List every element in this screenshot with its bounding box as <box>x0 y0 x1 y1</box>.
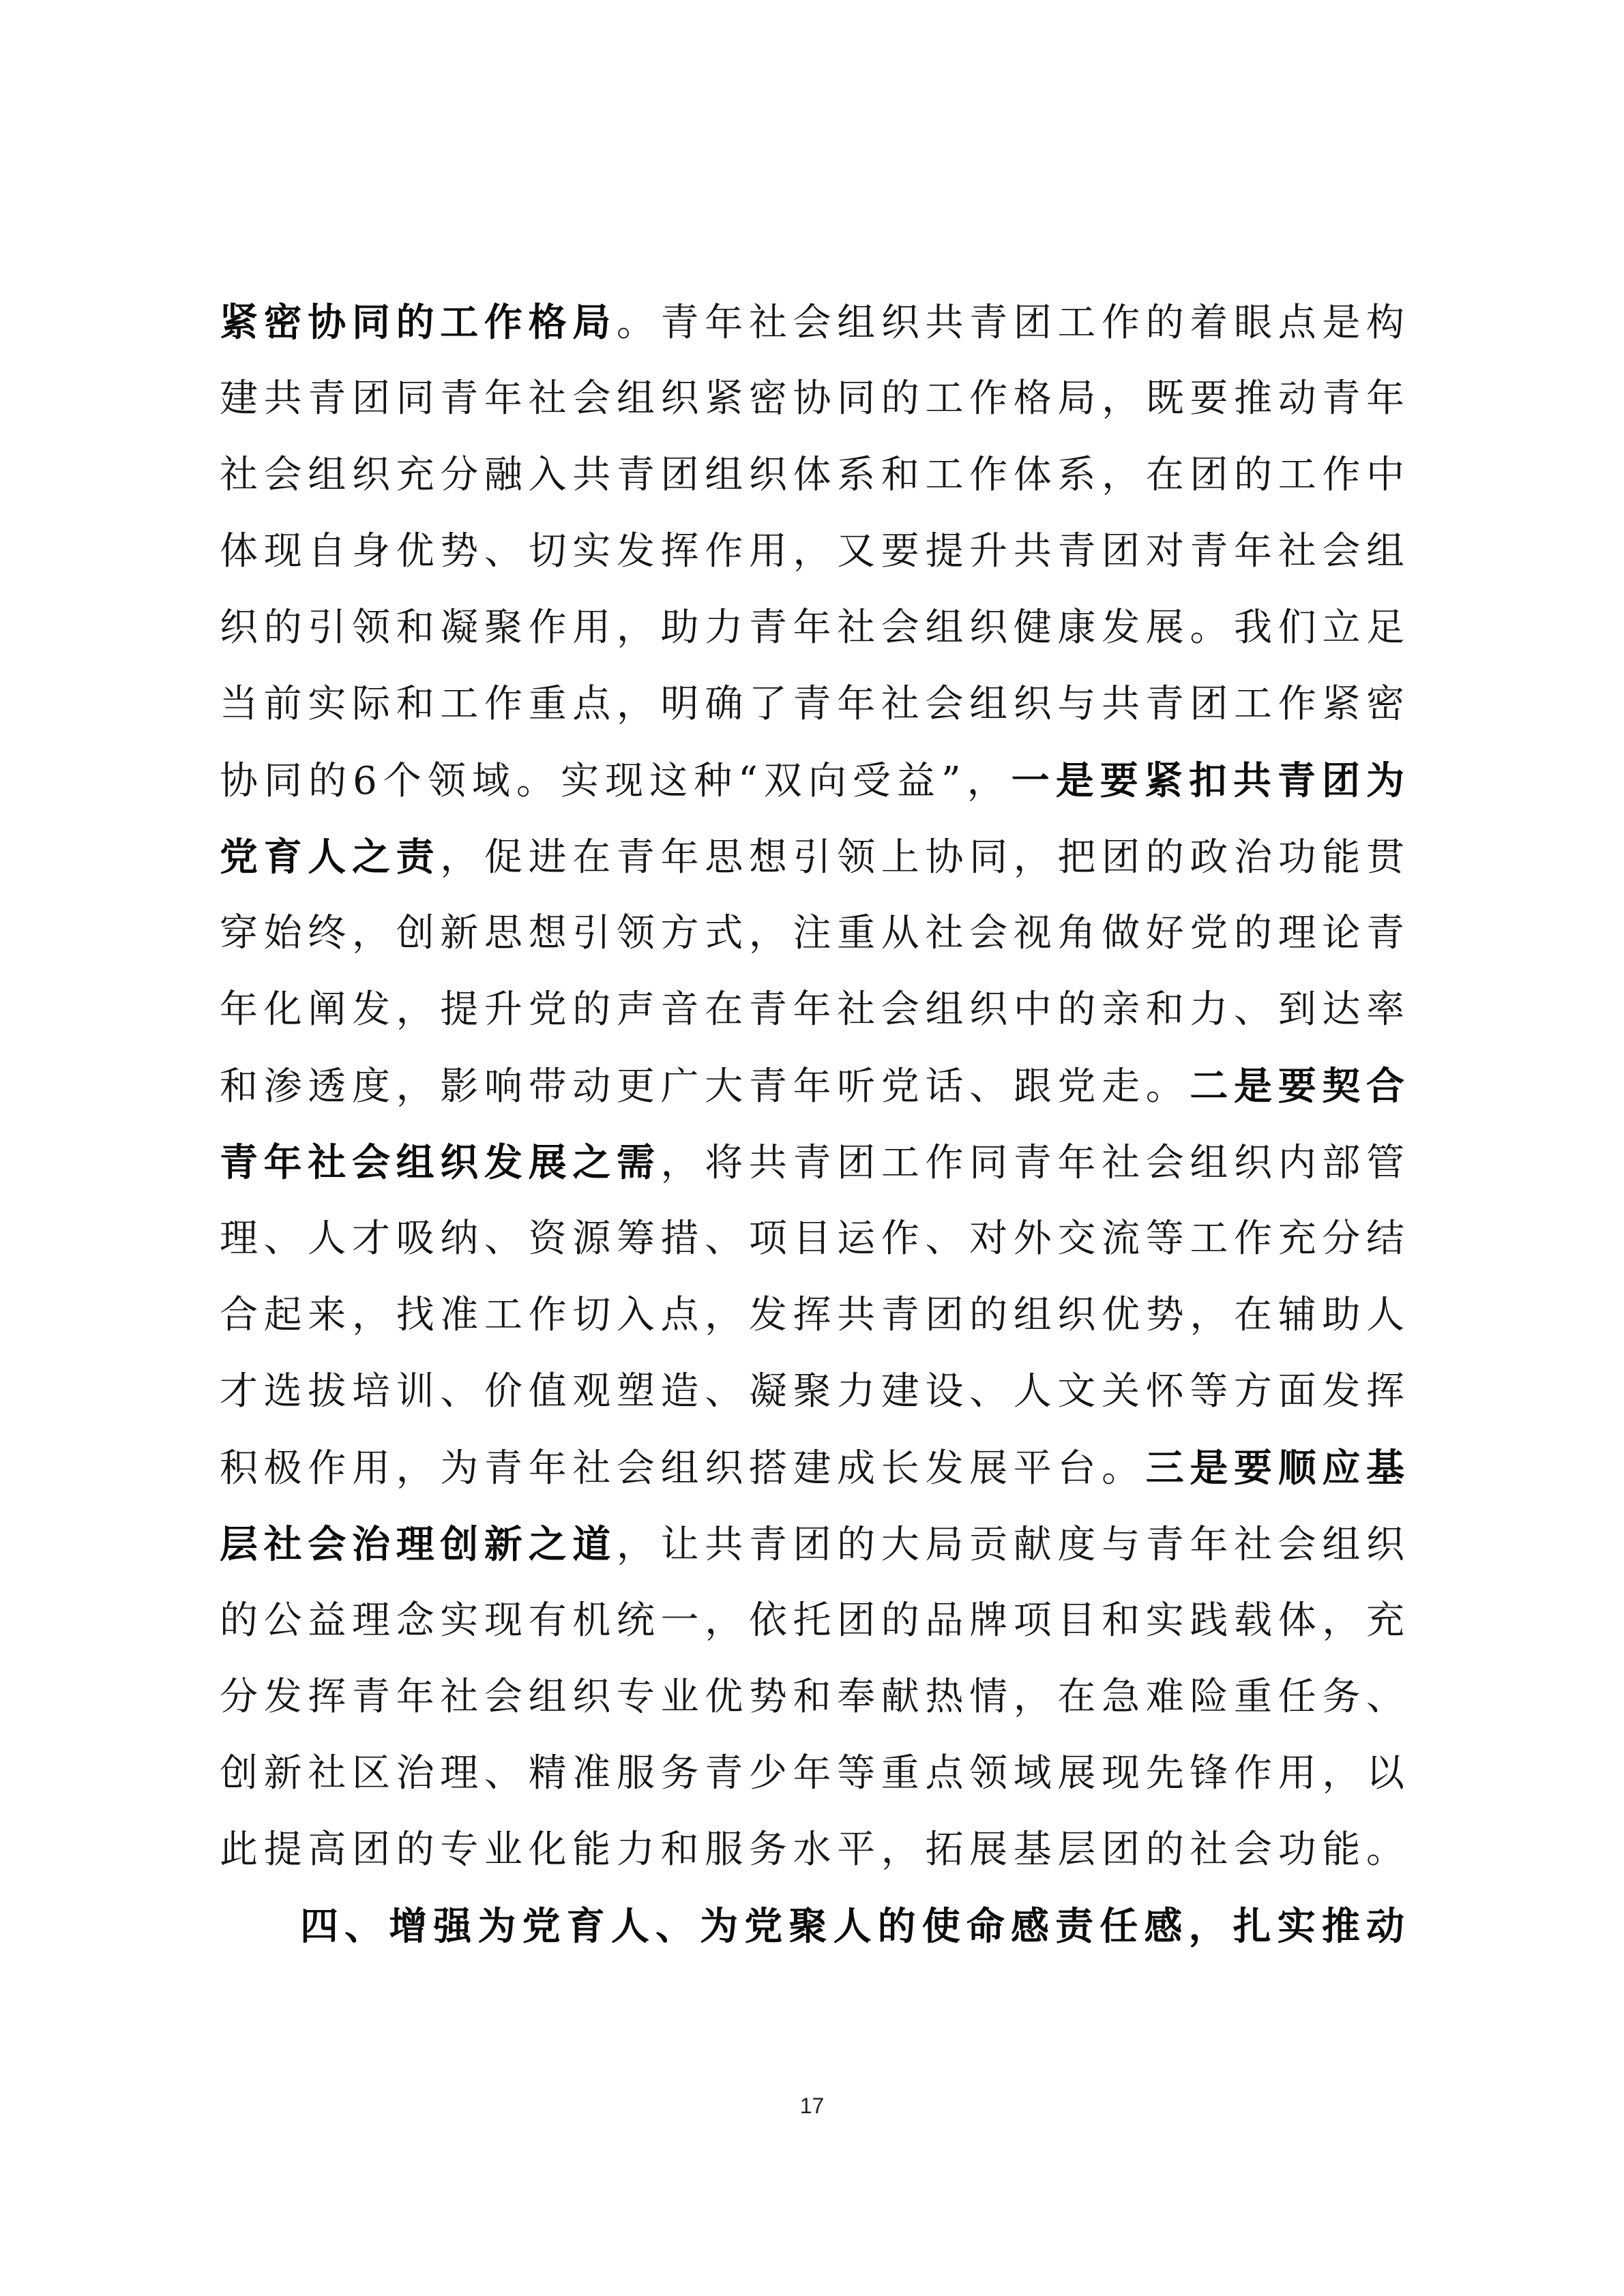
text-line <box>220 1354 1404 1430</box>
text-line <box>220 284 1404 361</box>
text-line <box>220 437 1404 513</box>
text-segment: 创新社区治理、精准服务青少年等重点领域展现先锋作用，以 <box>220 1751 1404 1795</box>
bold-text: 二是要契合 <box>1190 1064 1404 1109</box>
text-segment: 的公益理念实现有机统一，依托团的品牌项目和实践载体，充 <box>220 1598 1404 1643</box>
text-line <box>220 1430 1404 1506</box>
text-line <box>220 1201 1404 1277</box>
text-segment: 建共青团同青年社会组织紧密协同的工作格局，既要推动青年 <box>220 376 1404 421</box>
text-line <box>220 1812 1404 1888</box>
text-segment: 。青年社会组织共青团工作的着眼点是构 <box>616 301 1404 345</box>
bold-text: 三是要顺应基 <box>1145 1446 1404 1491</box>
text-segment: 积极作用，为青年社会组织搭建成长发展平台。 <box>220 1446 1146 1491</box>
bold-text: 青年社会组织发展之需 <box>220 1140 661 1185</box>
text-segment: 年化阐发，提升党的声音在青年社会组织中的亲和力、到达率 <box>220 987 1404 1032</box>
text-segment: 分发挥青年社会组织专业优势和奉献热情，在急难险重任务、 <box>220 1675 1404 1719</box>
text-segment: 理、人才吸纳、资源筹措、项目运作、对外交流等工作充分结 <box>220 1217 1404 1261</box>
text-line <box>220 1735 1404 1812</box>
text-line <box>220 819 1404 895</box>
text-segment: 织的引领和凝聚作用，助力青年社会组织健康发展。我们立足 <box>220 606 1404 650</box>
text-segment: ，促进在青年思想引领上协同，把团的政治功能贯 <box>440 835 1404 880</box>
text-line <box>220 1048 1404 1124</box>
text-line <box>220 361 1404 437</box>
text-line <box>220 972 1404 1048</box>
text-line <box>220 1124 1404 1201</box>
text-segment: 才选拔培训、价值观塑造、凝聚力建设、人文关怀等方面发挥 <box>220 1369 1404 1414</box>
text-segment: 协同的6个领域。实现这种“双向受益”， <box>220 759 1012 803</box>
text-segment: 穿始终，创新思想引领方式，注重从社会视角做好党的理论青 <box>220 911 1404 955</box>
text-segment: ，将共青团工作同青年社会组织内部管 <box>660 1141 1404 1185</box>
text-segment: 和渗透度，影响带动更广大青年听党话、跟党走。 <box>220 1064 1190 1109</box>
text-segment: ，让共青团的大局贡献度与青年社会组织 <box>616 1523 1404 1567</box>
bold-text: 层社会治理创新之道 <box>220 1522 617 1567</box>
text-line <box>220 513 1404 590</box>
page-number: 17 <box>799 2093 825 2118</box>
text-segment: 此提高团的专业化能力和服务水平，拓展基层团的社会功能。 <box>220 1828 1404 1872</box>
text-segment: 合起来，找准工作切入点，发挥共青团的组织优势，在辅助人 <box>220 1293 1404 1337</box>
section-heading: 四、增强为党育人、为党聚人的使命感责任感，扎实推动 <box>300 1904 1404 1949</box>
bold-text: 紧密协同的工作格局 <box>220 300 617 345</box>
text-line <box>220 1506 1404 1583</box>
text-line <box>220 1583 1404 1659</box>
text-line <box>220 1277 1404 1354</box>
text-segment: 体现自身优势、切实发挥作用，又要提升共青团对青年社会组 <box>220 529 1404 573</box>
body-text <box>220 284 1404 1965</box>
text-segment: 当前实际和工作重点，明确了青年社会组织与共青团工作紧密 <box>220 682 1404 726</box>
text-line <box>220 1659 1404 1735</box>
bold-text: 党育人之责 <box>220 835 441 880</box>
text-line <box>220 895 1404 972</box>
text-line <box>220 666 1404 743</box>
bold-text: 一是要紧扣共青团为 <box>1011 758 1404 803</box>
text-segment: 社会组织充分融入共青团组织体系和工作体系，在团的工作中 <box>220 453 1404 497</box>
text-line <box>220 743 1404 819</box>
text-line <box>220 590 1404 666</box>
